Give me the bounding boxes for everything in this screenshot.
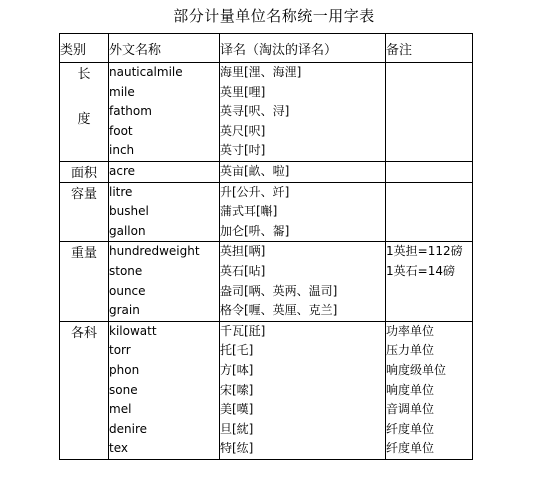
chinese-name: 托[乇] — [220, 343, 254, 358]
category-cell — [60, 321, 109, 459]
remark — [386, 162, 472, 182]
table-title: 部分计量单位名称统一用字表 — [173, 7, 375, 25]
foreign-name: acre — [109, 163, 136, 178]
chinese-name: 英亩[畝、啦] — [220, 163, 290, 178]
category-label: 长 — [77, 67, 91, 82]
remarks-cell — [386, 63, 473, 162]
foreign-name-cell — [109, 63, 220, 162]
chinese-name-cell — [220, 161, 386, 182]
foreign-name: litre — [109, 184, 133, 199]
foreign-name-cell — [109, 242, 220, 321]
remarks-cell — [386, 242, 473, 321]
table-body — [60, 63, 473, 460]
chinese-name: 旦[紞] — [220, 421, 254, 436]
foreign-name: mile — [109, 84, 135, 99]
header-row — [60, 34, 473, 63]
chinese-name: 方[呠] — [220, 362, 254, 377]
category-label: 面积 — [70, 165, 97, 181]
foreign-name-cell — [109, 182, 220, 242]
table-row — [60, 182, 473, 242]
remark: 纤度单位 — [386, 441, 435, 456]
remark: 音调单位 — [386, 402, 435, 417]
foreign-name: sone — [109, 382, 138, 397]
remark — [386, 141, 472, 161]
foreign-name: phon — [109, 362, 140, 377]
foreign-name: tex — [109, 441, 128, 456]
foreign-name: kilowatt — [109, 323, 157, 338]
chinese-name-cell — [220, 63, 386, 162]
remark: 响度级单位 — [386, 362, 447, 377]
category-cell — [60, 63, 109, 162]
chinese-name: 美[嘆] — [220, 402, 254, 417]
foreign-name: stone — [109, 263, 143, 278]
table-row — [60, 63, 473, 162]
remark — [386, 63, 472, 83]
foreign-name: bushel — [109, 204, 149, 219]
remark: 纤度单位 — [386, 421, 435, 436]
chinese-name: 升[公升、竏] — [220, 184, 290, 199]
chinese-name: 宋[嗦] — [220, 382, 254, 397]
remark: 响度单位 — [386, 382, 435, 397]
foreign-name: hundredweight — [109, 244, 200, 259]
foreign-name: nauticalmile — [109, 65, 183, 79]
category-cell — [60, 161, 109, 182]
remark — [386, 222, 472, 242]
foreign-name: foot — [109, 123, 133, 138]
chinese-name: 英尺[呎] — [220, 123, 266, 138]
remark — [386, 122, 472, 142]
foreign-name: torr — [109, 343, 131, 358]
category-label: 度 — [77, 112, 91, 127]
chinese-name: 海里[浬、海浬] — [220, 65, 302, 79]
remark — [386, 202, 472, 222]
chinese-name: 千瓦[瓩] — [220, 323, 266, 338]
chinese-name: 英寸[吋] — [220, 143, 266, 158]
foreign-name: gallon — [109, 223, 146, 238]
remark — [386, 102, 472, 122]
chinese-name: 盎司[唡、英两、温司] — [220, 283, 338, 298]
header-category: 类别 — [60, 34, 109, 63]
remarks-cell — [386, 321, 473, 459]
remark — [386, 183, 472, 203]
foreign-name: fathom — [109, 104, 152, 119]
remarks-cell — [386, 161, 473, 182]
chinese-name: 英担[唡] — [220, 244, 266, 259]
table-row — [60, 242, 473, 321]
chinese-name: 特[纮] — [220, 441, 254, 456]
header-chinese-name: 译名（淘汰的译名） — [220, 34, 386, 63]
chinese-name: 英里[哩] — [220, 84, 266, 99]
remark: 压力单位 — [386, 343, 435, 358]
remark: 1英担=112磅 — [386, 244, 463, 259]
remark: 功率单位 — [386, 323, 435, 338]
chinese-name: 格令[喱、英厘、克兰] — [220, 303, 338, 318]
remarks-cell — [386, 182, 473, 242]
foreign-name: grain — [109, 303, 140, 318]
category-cell — [60, 182, 109, 242]
foreign-name-cell — [109, 321, 220, 459]
category-label: 各科 — [70, 325, 97, 341]
units-table — [59, 33, 473, 460]
chinese-name-cell — [220, 182, 386, 242]
chinese-name: 蒲式耳[嘝] — [220, 204, 278, 219]
header-remarks: 备注 — [386, 34, 473, 63]
foreign-name: mel — [109, 402, 132, 417]
category-label: 重量 — [70, 246, 97, 262]
remark — [386, 83, 472, 103]
chinese-name-cell — [220, 242, 386, 321]
table-row — [60, 161, 473, 182]
foreign-name-cell — [109, 161, 220, 182]
header-foreign-name: 外文名称 — [109, 34, 220, 63]
chinese-name: 英寻[呎、浔] — [220, 104, 290, 119]
category-label: 容量 — [70, 186, 97, 202]
foreign-name: inch — [109, 143, 135, 158]
remark — [386, 301, 472, 321]
table-row — [60, 321, 473, 459]
remark — [386, 282, 472, 302]
chinese-name-cell — [220, 321, 386, 459]
foreign-name: ounce — [109, 283, 146, 298]
foreign-name: denire — [109, 421, 147, 436]
chinese-name: 加仑[呏、嗧] — [220, 223, 290, 238]
remark: 1英石=14磅 — [386, 263, 455, 278]
chinese-name: 英石[呫] — [220, 263, 266, 278]
category-cell — [60, 242, 109, 321]
